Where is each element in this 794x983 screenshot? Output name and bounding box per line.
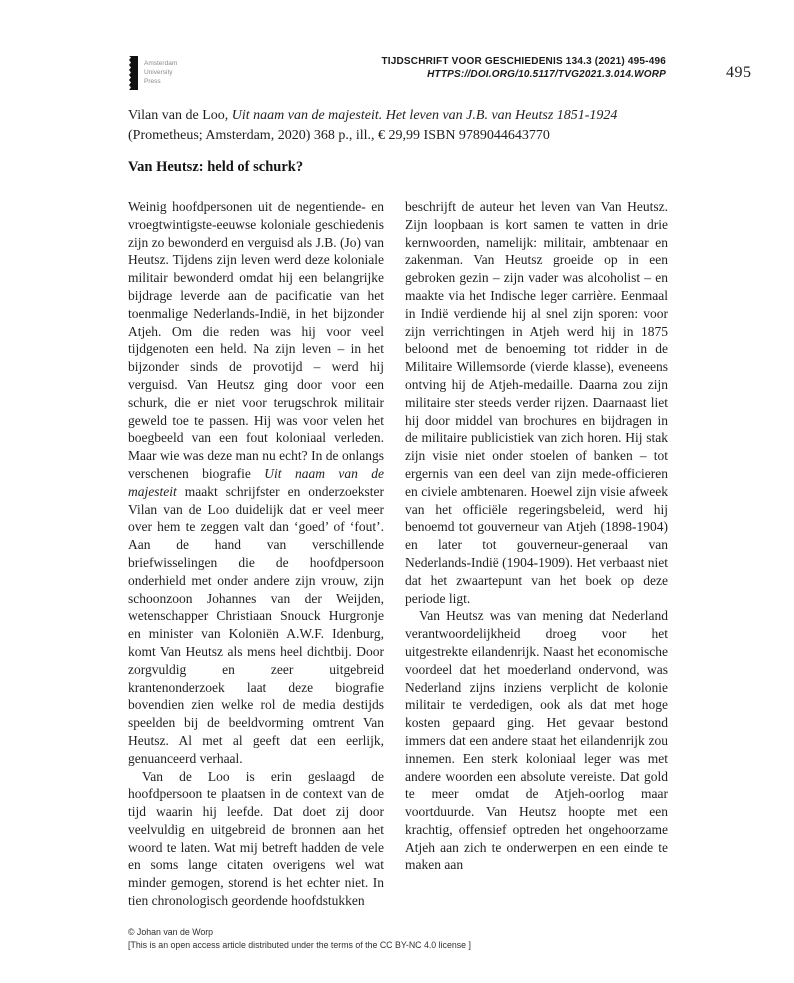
license-line: [This is an open access article distributed under the terms of the CC BY-NC 4.0 license ] — [128, 940, 471, 950]
review-body — [128, 198, 668, 910]
paragraph-1-text-a: Weinig hoofdpersonen uit de negentiende- en vroegtwintigste-eeuwse koloniale geschiedenis zijn zo bewonderd en verguisd als J.B. (Jo) van Heutsz. Tijdens zijn leven werd deze koloniale militair bewonderd omdat hij een belangrijke bijdrage leverde aan de pacificatie van het toenmalige Nederlands-Indië, in het bijzonder Atjeh. Om die reden was hij voor veel tijdgenoten een held. Na zijn leven – in het bijzonder sinds de provotijd – werd hij verguisd. Van Heutsz ging door voor een schurk, die er niet voor terugschrok militair geweld toe te passen. Hij was voor velen het boegbeeld van een fout koloniaal verleden. Maar wie was deze man nu echt? In de onlangs verschenen biografie — [128, 199, 384, 481]
page-footer — [128, 926, 688, 952]
left-column — [128, 198, 384, 910]
paragraph-1-text-b: maakt schrijfster en onderzoekster Vilan van de Loo duidelijk dat er veel meer over hem te zeggen valt dan ‘goed’ of ‘fout’. Aan de hand van verschillende briefwisselingen die de hoofdpersoon onderhield met onder andere zijn vrouw, zijn schoonzoon Johannes van der Weijden, wetenschapper Christiaan Snouck Hurgronje en minister van Koloniën A.W.F. Idenburg, komt Van Heutsz als mens heel dichtbij. Door zorgvuldig en zeer uitgebreid krantenonderzoek laat deze biografie bovendien zien welke rol de media destijds speelden bij de beeldvorming omtrent Van Heutsz. Al met al geeft dat een eerlijk, genuanceerd verhaal. — [128, 483, 384, 766]
journal-issue-line: TIJDSCHRIFT VOOR GESCHIEDENIS 134.3 (2021) 495-496 — [381, 56, 666, 67]
citation-book-title: Uit naam van de majesteit. Het leven van J.B. van Heutsz 1851-1924 — [231, 108, 618, 123]
publisher-name — [144, 56, 177, 86]
paragraph-1 — [128, 198, 384, 768]
journal-header — [300, 55, 666, 81]
right-column — [405, 198, 668, 910]
publisher-name-line3: Press — [144, 78, 161, 85]
citation-author: Vilan van de Loo, — [128, 108, 232, 123]
paragraph-3: Van Heutsz was van mening dat Nederland verantwoordelijkheid droeg voor het uitgestrekte eilandenrijk. Naast het economische voordeel dat het moederland ondervond, was Nederland zijns inziens verplicht de kolonie militair te verdedigen, ook als dat met hoge kosten gepaard ging. Het gevaar bestond immers dat een andere staat het eilandenrijk zou innemen. Een sterk koloniaal leger was met andere woorden een absolute vereiste. Dat gold te meer omdat de Atjeh-oorlog maar voortduurde. Van Heutsz hoopte met een krachtig, offensief optreden het ongehoorzame Atjeh aan zich te onderwerpen en een einde te maken aan — [405, 608, 668, 873]
page-number: 495 — [726, 64, 752, 81]
book-citation — [128, 106, 668, 145]
aup-logo-icon — [128, 56, 138, 90]
copyright-line: © Johan van de Worp — [128, 927, 214, 937]
publisher-name-line1: Amsterdam — [144, 60, 178, 67]
doi-link[interactable]: HTTPS://DOI.ORG/10.5117/TVG2021.3.014.WORP — [427, 69, 666, 80]
citation-details: (Prometheus; Amsterdam, 2020) 368 p., ill., € 29,99 ISBN 9789044643770 — [128, 127, 550, 143]
publisher-logo — [128, 56, 177, 90]
paragraph-1-book-title: Uit naam van de majesteit — [128, 465, 385, 499]
review-heading: Van Heutsz: held of schurk? — [128, 159, 304, 175]
publisher-name-line2: University — [144, 69, 173, 76]
paragraph-2: Van de Loo is erin geslaagd de hoofdpersoon te plaatsen in de context van de tijd waarin hij leefde. Dat doet zij door veelvuldig en uitgebreid de bronnen aan het woord te laten. Wat mij betreft hadden de vele en soms lange citaten overigens wel wat minder gemogen, storend is het echter niet. In tien chronologisch geordende hoofdstukken — [128, 768, 384, 909]
paragraph-2-continued: beschrijft de auteur het leven van Van Heutsz. Zijn loopbaan is kort samen te vatten in drie kernwoorden, namelijk: militair, ambtenaar en zakenman. Van Heutsz groeide op in een gebroken gezin – zijn vader was alcoholist – en maakte via het Indische leger carrière. Eenmaal in Indië verdiende hij al snel zijn sporen: voor zijn verrichtingen in Atjeh werd hij in 1875 beloond met de benoeming tot ridder in de Militaire Willemsorde (vierde klasse), eveneens ontving hij de Atjeh-medaille. Daarna zou zijn militaire ster steeds verder rijzen. Daarnaast liet hij door middel van brochures en bijdragen in de militaire publicistiek van zich horen. Hij stak zijn visie niet onder stoelen of banken – tot ergernis van een deel van zijn mede-officieren en civiele ambtenaren. Hoewel zijn visie afweek van het officiële regeringsbeleid, werd hij benoemd tot gouverneur van Atjeh (1898-1904) en later tot gouverneur-generaal van Nederlands-Indië (1904-1909). Het verbaast niet dat het zwaartepunt van het boek op deze periode ligt. — [405, 199, 668, 606]
